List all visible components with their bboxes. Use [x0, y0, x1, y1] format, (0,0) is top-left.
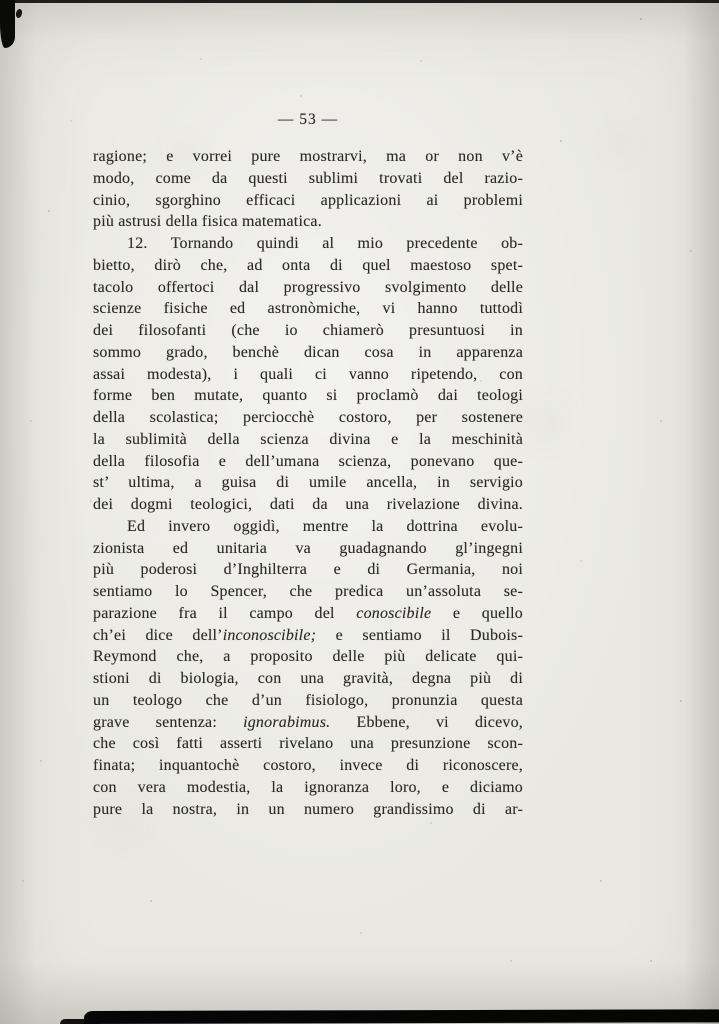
text-line [93, 755, 523, 777]
body-text: sommo grado, benchè dican cosa in apparenza [93, 343, 523, 361]
text-line [93, 168, 523, 190]
text-line [93, 538, 523, 560]
body-text: cinio, sgorghino efficaci applicazioni ai problemi [93, 191, 523, 209]
text-line [93, 625, 523, 647]
body-text: dei filosofanti (che io chiamerò presuntuosi in [93, 322, 523, 339]
text-line [93, 385, 523, 407]
text-line [93, 190, 523, 212]
text-line [93, 298, 523, 320]
body-text: sentiamo lo Spencer, che predica un’assoluta se- [93, 583, 523, 600]
text-line [93, 211, 523, 233]
body-text: tacolo offertoci dal progressivo svolgimento delle [93, 278, 523, 296]
text-line [93, 146, 523, 168]
page-text [93, 146, 523, 820]
body-text: la sublimità della scienza divina e la meschinità [93, 430, 523, 448]
text-line [93, 559, 523, 581]
scan-edge-bottom-artifact [84, 1009, 719, 1024]
body-text: stioni di biologia, con una gravità, degna più di [93, 670, 523, 687]
text-line [93, 494, 523, 516]
scan-corner-mark [0, 0, 15, 48]
body-text: zionista ed unitaria va guadagnando gl’ingegni [93, 539, 523, 557]
scan-edge-top-artifact [0, 0, 719, 3]
body-text: scienze fisiche ed astronòmiche, vi hanno tuttodì [93, 300, 523, 318]
page-number: — 53 — [277, 111, 339, 128]
italic-text: conoscibile [356, 604, 432, 622]
text-line [93, 451, 523, 473]
text-line [93, 516, 523, 538]
body-text: Ed invero oggidì, mentre la dottrina evolu- [127, 517, 523, 535]
text-line [93, 320, 523, 342]
body-text: più poderosi d’Inghilterra e di Germania, noi [93, 561, 523, 579]
body-text: e sentiamo il Dubois- [316, 626, 523, 644]
body-text: pure la nostra, in un numero grandissimo di ar- [93, 800, 523, 818]
italic-text: inconoscibile; [222, 626, 317, 644]
body-text: un teologo che d’un fisiologo, pronunzia questa [93, 691, 523, 709]
body-text: della scolastica; perciocchè costoro, per sostenere [93, 409, 523, 426]
body-text: Reymond che, a proposito delle più delicate qui- [93, 648, 523, 666]
text-line [93, 603, 523, 625]
body-text: grave sentenza: [93, 713, 244, 731]
body-text: finata; inquantochè costoro, invece di riconoscere, [93, 757, 523, 774]
body-text: 12. Tornando quindi al mio precedente ob- [127, 235, 523, 252]
body-text: della filosofia e dell’umana scienza, ponevano que- [93, 452, 523, 470]
text-line [93, 668, 523, 690]
scan-ink-speck [15, 8, 24, 19]
body-text: parazione fra il campo del [93, 604, 357, 622]
text-line [93, 777, 523, 799]
text-line [93, 407, 523, 429]
text-line [93, 277, 523, 299]
body-text: dei dogmi teologici, dati da una rivelazione divina. [93, 496, 523, 513]
text-line [93, 472, 523, 494]
body-text: modo, come da questi sublimi trovati del razio- [93, 169, 523, 187]
text-line [93, 429, 523, 451]
text-line [93, 712, 523, 734]
text-line [93, 233, 523, 255]
body-text: più astrusi della fisica matematica. [93, 213, 322, 231]
text-line [93, 581, 523, 603]
body-text: con vera modestia, la ignoranza loro, e diciamo [93, 778, 523, 796]
body-text: bietto, dirò che, ad onta di quel maestoso spet- [93, 256, 523, 274]
text-line [93, 255, 523, 277]
italic-text: ignorabimus. [243, 713, 331, 731]
text-line [93, 342, 523, 364]
body-text: st’ ultima, a guisa di umile ancella, in servigio [93, 474, 523, 492]
body-text: ragione; e vorrei pure mostrarvi, ma or non v’è [93, 148, 523, 165]
text-line [93, 364, 523, 386]
body-text: e quello [431, 604, 523, 622]
body-text: assai modesta), i quali ci vanno ripetendo, con [93, 365, 523, 383]
body-text: Ebbene, vi dicevo, [330, 713, 523, 731]
body-text: che così fatti asserti rivelano una presunzione scon- [93, 735, 523, 753]
text-line [93, 799, 523, 821]
body-text: ch’ei dice dell’ [93, 626, 223, 644]
text-line [93, 733, 523, 755]
text-line [93, 646, 523, 668]
text-line [93, 690, 523, 712]
body-text: forme ben mutate, quanto si proclamò dai teologi [93, 387, 523, 405]
